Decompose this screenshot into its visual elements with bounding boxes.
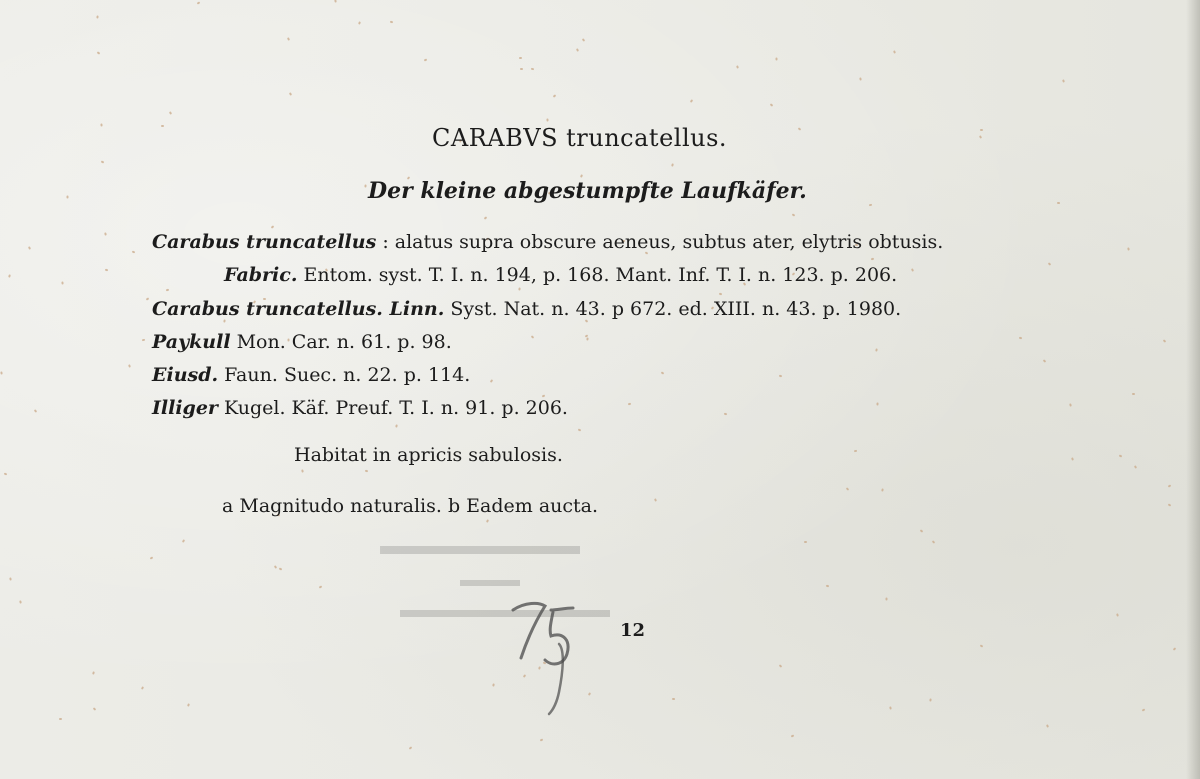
paper-fleck bbox=[546, 118, 548, 121]
reference-author: Carabus truncatellus. Linn. bbox=[152, 298, 445, 320]
paper-fleck bbox=[8, 274, 11, 277]
paper-fleck bbox=[628, 403, 631, 406]
paper-fleck bbox=[141, 686, 144, 690]
paper-fleck bbox=[128, 364, 131, 367]
reference-line bbox=[224, 264, 897, 286]
paper-fleck bbox=[301, 469, 304, 472]
paper-fleck bbox=[690, 99, 693, 103]
reference-line bbox=[152, 331, 452, 353]
paper-fleck bbox=[287, 37, 290, 41]
paper-fleck bbox=[1019, 337, 1022, 340]
page-edge-shadow bbox=[1186, 0, 1200, 779]
paper-fleck bbox=[96, 15, 98, 18]
paper-fleck bbox=[34, 409, 37, 413]
paper-fleck bbox=[395, 424, 398, 427]
paper-fleck bbox=[274, 565, 277, 569]
paper-fleck bbox=[97, 51, 101, 54]
paper-fleck bbox=[779, 664, 783, 667]
paper-fleck bbox=[187, 703, 190, 707]
paper-fleck bbox=[9, 577, 11, 580]
paper-fleck bbox=[826, 585, 829, 588]
paper-fleck bbox=[791, 734, 795, 737]
reference-line bbox=[152, 397, 568, 419]
reference-author: Illiger bbox=[152, 397, 218, 419]
paper-fleck bbox=[92, 671, 95, 674]
paper-fleck bbox=[197, 1, 201, 4]
paper-fleck bbox=[979, 135, 982, 139]
paper-fleck bbox=[1069, 403, 1072, 406]
paper-fleck bbox=[364, 184, 366, 187]
paper-fleck bbox=[279, 567, 283, 570]
paper-fleck bbox=[1048, 262, 1052, 266]
reference-line bbox=[152, 364, 470, 386]
paper-fleck bbox=[736, 65, 739, 68]
paper-fleck bbox=[582, 38, 585, 42]
paper-fleck bbox=[881, 488, 883, 491]
paper-fleck bbox=[859, 77, 861, 80]
paper-fleck bbox=[66, 195, 68, 198]
paper-fleck bbox=[1134, 465, 1137, 469]
figure-caption: a Magnitudo naturalis. b Eadem aucta. bbox=[222, 495, 599, 517]
paper-fleck bbox=[671, 163, 674, 166]
paper-fleck bbox=[980, 129, 983, 131]
paper-fleck bbox=[28, 246, 31, 250]
paper-fleck bbox=[150, 556, 154, 559]
paper-fleck bbox=[169, 111, 172, 115]
paper-fleck bbox=[365, 470, 368, 473]
paper-fleck bbox=[929, 698, 931, 701]
paper-fleck bbox=[334, 0, 336, 3]
paper-fleck bbox=[871, 258, 874, 261]
paper-fleck bbox=[1132, 393, 1135, 395]
paper-fleck bbox=[1062, 79, 1065, 82]
paper-fleck bbox=[4, 473, 7, 476]
paper-fleck bbox=[654, 498, 657, 502]
paper-fleck bbox=[911, 268, 914, 272]
paper-fleck bbox=[672, 698, 675, 700]
paper-fleck bbox=[490, 379, 493, 383]
paper-fleck bbox=[770, 103, 774, 106]
paper-fleck bbox=[518, 287, 520, 290]
page-subtitle: Der kleine abgestumpfte Laufkäfer. bbox=[368, 178, 807, 204]
paper-fleck bbox=[161, 125, 164, 127]
paper-fleck bbox=[846, 487, 849, 491]
paper-fleck bbox=[980, 644, 984, 647]
paper-fleck bbox=[104, 232, 107, 235]
reference-author: Paykull bbox=[152, 331, 231, 353]
handwritten-number-mark bbox=[505, 592, 605, 722]
paper-fleck bbox=[1043, 359, 1047, 362]
paper-fleck bbox=[1173, 647, 1177, 651]
reference-author: Fabric. bbox=[224, 264, 298, 286]
paper-fleck bbox=[100, 123, 102, 126]
paper-fleck bbox=[578, 429, 582, 432]
paper-fleck bbox=[132, 251, 135, 254]
paper-fleck bbox=[101, 160, 105, 163]
habitat-line: Habitat in apricis sabulosis. bbox=[294, 444, 563, 466]
reference-text: Mon. Car. n. 61. p. 98. bbox=[230, 331, 452, 353]
paper-fleck bbox=[869, 204, 872, 206]
paper-fleck bbox=[540, 739, 544, 742]
paper-fleck bbox=[661, 371, 665, 374]
reference-line bbox=[152, 231, 943, 253]
paper-fleck bbox=[182, 539, 185, 543]
paper-fleck bbox=[531, 68, 534, 70]
paper-fleck bbox=[271, 225, 275, 228]
paper-fleck bbox=[519, 57, 522, 59]
paper-fleck bbox=[319, 585, 323, 588]
reference-text: Syst. Nat. n. 43. p 672. ed. XIII. n. 43. p. 1980. bbox=[444, 298, 902, 320]
paper-fleck bbox=[289, 92, 292, 96]
paper-fleck bbox=[576, 48, 579, 52]
paper-fleck bbox=[358, 21, 361, 24]
paper-fleck bbox=[0, 371, 2, 374]
reference-author: Eiusd. bbox=[152, 364, 219, 386]
paper-fleck bbox=[520, 68, 523, 70]
paper-fleck bbox=[875, 348, 877, 351]
paper-fleck bbox=[1127, 247, 1130, 250]
paper-fleck bbox=[1142, 708, 1146, 711]
paper-fleck bbox=[1168, 484, 1172, 487]
paper-fleck bbox=[889, 706, 891, 709]
paper-fleck bbox=[876, 402, 878, 405]
paper-fleck bbox=[484, 216, 488, 219]
paper-fleck bbox=[792, 213, 796, 216]
paper-fleck bbox=[390, 21, 393, 23]
paper-fleck bbox=[798, 127, 802, 130]
page-number: 12 bbox=[620, 620, 646, 641]
paper-fleck bbox=[146, 297, 150, 300]
reference-author: Carabus truncatellus bbox=[152, 231, 377, 253]
paper-fleck bbox=[59, 718, 62, 720]
paper-fleck bbox=[486, 519, 489, 523]
paper-fleck bbox=[61, 281, 63, 284]
paper-fleck bbox=[724, 413, 727, 415]
paper-fleck bbox=[142, 339, 145, 341]
page-title: CARABVS truncatellus. bbox=[432, 124, 728, 152]
paper-fleck bbox=[553, 94, 557, 97]
paper-fleck bbox=[804, 541, 807, 543]
paper-fleck bbox=[586, 337, 588, 340]
reference-text: Entom. syst. T. I. n. 194, p. 168. Mant. Inf. T. I. n. 123. p. 206. bbox=[297, 264, 898, 286]
paper-fleck bbox=[105, 269, 108, 272]
reference-text: Kugel. Käf. Preuf. T. I. n. 91. p. 206. bbox=[217, 397, 568, 419]
paper-fleck bbox=[893, 50, 896, 53]
paper-fleck bbox=[424, 59, 428, 62]
paper-fleck bbox=[719, 293, 722, 296]
paper-fleck bbox=[932, 540, 935, 544]
paper-fleck bbox=[779, 375, 782, 378]
paper-fleck bbox=[19, 600, 22, 603]
paper-fleck bbox=[492, 683, 495, 686]
paper-fleck bbox=[1168, 503, 1172, 506]
paper-fleck bbox=[775, 57, 777, 60]
reference-text: Faun. Suec. n. 22. p. 114. bbox=[218, 364, 471, 386]
paper-fleck bbox=[1119, 454, 1123, 457]
paper-fleck bbox=[1163, 339, 1167, 342]
paper-fleck bbox=[920, 529, 924, 532]
paper-fleck bbox=[166, 289, 169, 292]
paper-fleck bbox=[854, 450, 857, 452]
paper-fleck bbox=[531, 335, 535, 339]
paper-fleck bbox=[93, 707, 97, 710]
paper-fleck bbox=[886, 598, 888, 601]
reference-text: : alatus supra obscure aeneus, subtus ater, elytris obtusis. bbox=[376, 231, 944, 253]
reference-line bbox=[152, 298, 901, 320]
paper-fleck bbox=[409, 746, 413, 749]
paper-fleck bbox=[1046, 724, 1049, 728]
paper-fleck bbox=[1057, 202, 1060, 204]
paper-fleck bbox=[1071, 457, 1074, 460]
paper-fleck bbox=[1116, 613, 1119, 616]
